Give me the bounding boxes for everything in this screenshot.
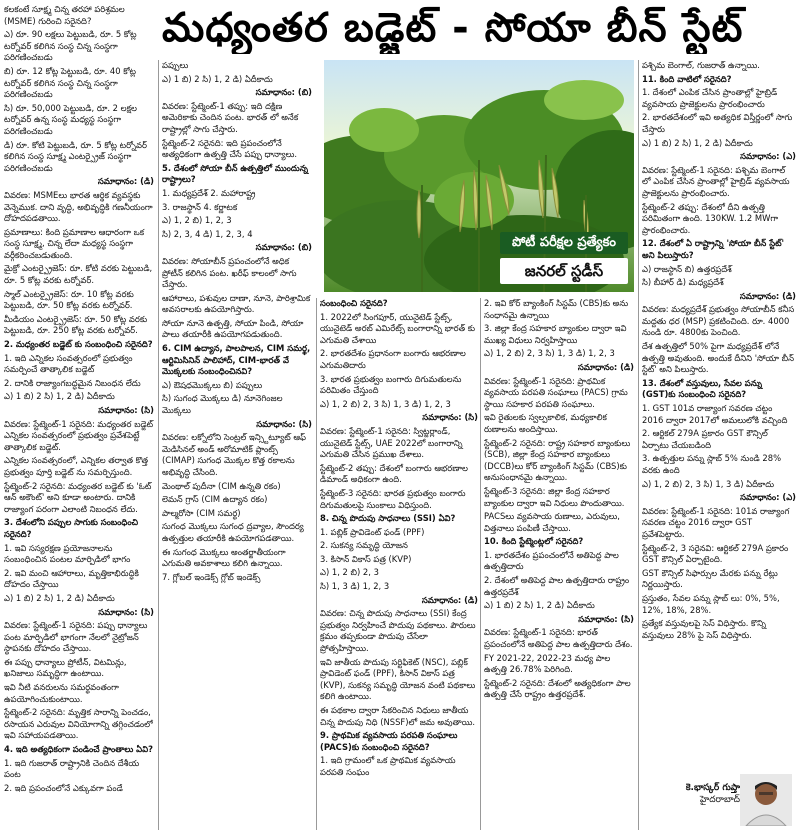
- paragraph: వివరణ: స్టేట్మెంట్-1 సరైనది: పశ్చిమ బెంగాల్ లో ఎంపిక చేసిన ప్రాంతాల్లో హైబ్రిడ్ వ్యవసాయ ప్రాజెక్టులను ప్రారంభించారు.: [642, 164, 790, 198]
- paragraph: ఎ) రూ. 90 లక్షలు పెట్టుబడి, రూ. 5 కోట్ల టర్నోవర్ కలిగిన సంస్థ చిన్న సంస్థగా పరిగణించబడు: [4, 29, 137, 63]
- paragraph: 1. GST 101వ రాజ్యాంగ సవరణ చట్టం 2016 ద్వారా 2017లో అమలులోకి వచ్చింది: [642, 403, 788, 425]
- paragraph: 2. సుకన్య సమృద్ధి యోజన: [320, 540, 408, 551]
- paragraph: స్టేట్మెంట్-2, 3 సరైనవి: ఆర్టికల్ 279A ప్రకారం GST కౌన్సిల్ ఏర్పాటైంది.: [642, 542, 789, 565]
- paragraph: వివరణ: స్టేట్మెంట్-1 సరైనది: 101వ రాజ్యాంగ సవరణ చట్టం 2016 ద్వారా GST ప్రవేశపెట్టారు.: [642, 505, 790, 539]
- paragraph: వివరణ: సోయాబీన్ ప్రపంచంలోనే అధిక ప్రోటీన్ కలిగిన పంట. ఖరీఫ్ కాలంలో సాగు చేస్తారు.: [162, 255, 297, 290]
- question-heading: 2. మధ్యంతర బడ్జెట్ కు సంబంధించి సరైనది?: [4, 339, 153, 350]
- paragraph: GST కౌన్సిల్ సిఫార్సుల మేరకు పన్ను రేట్లు నిర్ణయిస్తారు.: [642, 567, 778, 590]
- paragraph: వివరణ: MSMEలు భారత ఆర్థిక వ్యవస్థకు వెన్నెముక. దాని వృద్ధి, అభివృద్ధికి గణనీయంగా దోహదపడతాయి.: [4, 189, 153, 224]
- paragraph: ఎ) 1, 2 బి) 1, 2, 3: [162, 215, 232, 226]
- paragraph: ఎ) ఔషధమొక్కలు బి) పప్పులు: [162, 379, 263, 390]
- answer-line: సమాధానం: (బి): [255, 242, 312, 253]
- special-tag: పోటీ పరీక్షల ప్రత్యేకం: [500, 232, 628, 254]
- answer-line: సమాధానం: (డి): [739, 290, 796, 301]
- paragraph: బి) రూ. 12 కోట్ల పెట్టుబడి, రూ. 40 కోట్ల టర్నోవర్ కలిగిన సంస్థ చిన్న సంస్థగా పరిగణించబడు: [4, 65, 136, 100]
- paragraph: మైక్రో ఎంటర్ప్రైజెస్: రూ. కోటి వరకు పెట్టుబడి, రూ. 5 కోట్ల వరకు టర్నోవర్.: [4, 263, 153, 286]
- answer-line: సమాధానం: (సి): [98, 606, 154, 617]
- paragraph: మీడియం ఎంటర్ప్రైజెస్: రూ. 50 కోట్ల వరకు పెట్టుబడి, రూ. 250 కోట్ల వరకు టర్నోవర్.: [4, 313, 148, 336]
- paragraph: ఎన్నికల సంవత్సరంలో, ఎన్నికల తర్వాత కొత్త ప్రభుత్వం పూర్తి బడ్జెట్ ను సమర్పిస్తుంది.: [4, 455, 149, 477]
- paragraph: పాల్మరోసా (CIM సమర్థ): [162, 507, 241, 518]
- author-byline: [660, 782, 740, 806]
- paragraph: ఎ) 1 బి) 2 సి) 1, 2 డి) ఏదీకాదు: [4, 592, 115, 603]
- paragraph: ఎ) 1 బి) 2 సి) 1, 2 డి) ఏదీకాదు: [4, 391, 115, 402]
- paragraph: ఇవి జాతీయ పొదుపు సర్టిఫికెట్ (NSC), పబ్లిక్ ప్రావిడెంట్ ఫండ్ (PPF), కిసాన్ వికాస్ పత్ర (KVP), సుకన్య సమృద్ధి యోజన వంటి పథకాలు కలిగి ఉంటాయి.: [320, 656, 476, 702]
- paragraph: ఎ) 1, 2 బి) 2, 3: [320, 567, 379, 578]
- paragraph: లెమన్ గ్రాస్ (CIM ఉద్యాన రకం): [162, 494, 268, 505]
- column-divider: [638, 60, 639, 830]
- question-heading: 13. దేశంలో వస్తువులు, సేవల పన్ను (GST)కు సంబంధించి సరైనది?: [642, 377, 763, 400]
- paragraph: సి) 1, 3 డి) 1, 2, 3: [320, 581, 390, 592]
- paragraph: ఎ) 1 బి) 2 సి) 1, 2 డి) ఏదీకాదు: [162, 73, 273, 84]
- paragraph: ఈ పప్పు ధాన్యాలు ప్రోటీన్, విటమిన్లు, ఖనిజాలు సమృద్ధిగా ఉంటాయి.: [4, 656, 127, 679]
- paragraph: ఇవి నీటి వనరులను సమర్థవంతంగా ఉపయోగించుకుంటాయి.: [4, 682, 119, 704]
- paragraph: స్టేట్మెంట్-2 సరైనది: ఇది ప్రపంచంలోనే అత్యధికంగా ఉత్పత్తి చేసే పప్పు ధాన్యాలు.: [162, 137, 298, 160]
- question-heading: 12. దేశంలో ఏ రాష్ట్రాన్ని 'సోయా బీన్ స్టేట్' అని పిలుస్తారు?: [642, 238, 785, 260]
- paragraph: ఇవి రైతులకు స్వల్పకాలిక, మధ్యకాలిక రుణాలను అందిస్తాయి.: [484, 412, 607, 434]
- paragraph: సుగంధ మొక్కలు సుగంధ ద్రవ్యాల, సౌందర్య ఉత్పత్తుల తయారీకి ఉపయోగపడతాయి.: [162, 521, 304, 543]
- paragraph: ప్రత్యేక వస్తువులపై సెస్ విధిస్తారు. కొన్ని వస్తువులు 28% పై సెస్ విధిస్తారు.: [642, 618, 767, 640]
- paragraph: 2. భారతదేశంలో ఇవి అత్యధిక విస్తీర్ణంలో సాగు చేస్తారు: [642, 112, 793, 134]
- paragraph: వివరణ: స్టేట్మెంట్-1 సరైనది: ప్రాథమిక వ్యవసాయ పరపతి సంఘాలు (PACS) గ్రామ స్థాయి సహకార పరపతి సంఘాలు.: [484, 375, 628, 409]
- subject-tag: జనరల్ స్టడీస్: [500, 258, 628, 284]
- article-column-2: [162, 60, 312, 830]
- paragraph: ఈ సుగంధ మొక్కలు అంతర్జాతీయంగా ఎగుమతి అవకాశాలు కలిగి ఉన్నాయి.: [162, 546, 286, 569]
- paragraph: 1. ఇది ఎన్నికల సంవత్సరంలో ప్రభుత్వం సమర్పించే తాత్కాలిక బడ్జెట్: [4, 352, 133, 375]
- paragraph: 3. భారత ప్రభుత్వం బంగారు దిగుమతులను పరిమితం చేస్తుంది: [320, 373, 462, 396]
- paragraph: వివరణ: లక్నోలోని సెంట్రల్ ఇన్స్టిట్యూట్ ఆఫ్ మెడిసినల్ అండ్ అరోమాటిక్ ప్లాంట్స్ (CIMAP) సుగంధ మొక్కల కొత్త రకాలను అభివృద్ధి చేసింది.: [162, 432, 306, 477]
- paragraph: వివరణ: స్టేట్మెంట్-1 సరైనది: మధ్యంతర బడ్జెట్ ఎన్నికల సంవత్సరంలో ప్రభుత్వం ప్రవేశపెట్టే తాత్కాలిక బడ్జెట్.: [4, 418, 154, 452]
- paragraph: స్టేట్మెంట్-2 సరైనది: రాష్ట్ర సహకార బ్యాంకులు (SCB), జిల్లా కేంద్ర సహకార బ్యాంకులు (DCCB)లు కోర్ బ్యాంకింగ్ సిస్టమ్ (CBS)కు అనుసంధానమై ఉన్నాయి.: [484, 437, 631, 483]
- question-heading: 6. CIM ఉద్యాన, పాలపాలన, CIM సమర్థ, ఆర్టిమిసినిన్ పాలిహాద్, CIM-భారత్ వే మొక్కలకు సంబంధించినవి?: [162, 343, 311, 377]
- answer-line: సమాధానం: (బి): [255, 87, 312, 98]
- paragraph: స్టేట్మెంట్-2 తప్పు: దేశంలో బంగారు ఆభరణాల డిమాండ్ అధికంగా ఉంది.: [320, 462, 468, 485]
- paragraph: 2. ఇవి కోర్ బ్యాంకింగ్ సిస్టమ్ (CBS)కు అను సంధానమై ఉన్నాయి: [484, 298, 629, 320]
- paragraph: స్టేట్మెంట్-2 సరైనది: దేశంలో అత్యధికంగా పాల ఉత్పత్తి చేసే రాష్ట్రం ఉత్తరప్రదేశ్.: [484, 677, 631, 700]
- answer-line: సమాధానం: (ఎ): [740, 151, 796, 162]
- answer-line: సమాధానం: (సి): [98, 405, 154, 415]
- paragraph: సి) సుగంధ మొక్కలు డి) నూనెగింజల మొక్కలు: [162, 393, 283, 416]
- paragraph: ఎ) 1 బి) 2 సి) 1, 2 డి) ఏదీకాదు: [484, 600, 595, 611]
- paragraph: సోయా నూనె ఉత్పత్తి, సోయా పిండి, సోయా పాలు తయారీకి ఉపయోగపడుతుంది.: [162, 317, 304, 340]
- headline: మధ్యంతర బడ్జెట్ - సోయా బీన్ స్టేట్: [162, 5, 744, 51]
- paragraph: వివరణ: చిన్న పొదుపు సాధనాలు (SSI) కేంద్ర ప్రభుత్వం నిర్వహించే పొదుపు పథకాలు. పౌరులు క్రమం తప్పకుండా పొదుపు చేసేలా ప్రోత్సహిస్తాయి.: [320, 608, 476, 654]
- article-column-5: [642, 60, 796, 770]
- article-column-4: [484, 298, 634, 830]
- paragraph: 2. ఇవి మంచి ఆహారాలు, మృత్తికాభిరుద్ధికి దోహదం చేస్తాయి: [4, 567, 139, 590]
- paragraph: సి) బీహార్ డి) మధ్యప్రదేశ్: [642, 277, 724, 288]
- paragraph: సి) రూ. 50,000 పెట్టుబడి, రూ. 2 లక్షల టర్నోవర్ ఉన్న సంస్థ మధ్యస్థ సంస్థగా పరిగణించబడు: [4, 102, 137, 136]
- paragraph: స్టేట్మెంట్-3 సరైనది: జిల్లా కేంద్ర సహకార బ్యాంకుల ద్వారా ఇవి నిధులు పొందుతాయి.: [484, 485, 625, 508]
- answer-line: సమాధానం: (డి): [97, 176, 154, 187]
- question-heading: 11. కింది వాటిలో సరైనది?: [642, 73, 732, 84]
- question-heading: 9. ప్రాథమిక వ్యవసాయ పరపతి సంఘాలు (PACS)కు సంబంధించి సరైనది?: [320, 730, 458, 752]
- paragraph: దేశ ఉత్పత్తిలో 50% పైగా మధ్యప్రదేశ్ లోనే ఉత్పత్తి అవుతుంది. అందుకే దీనిని 'సోయా బీన్ స్టేట్' అని పిలుస్తారు.: [642, 341, 794, 375]
- paragraph: 7. గ్లోబల్ ఇండెక్స్ గ్లోబ్ ఇండెక్స్: [162, 571, 261, 582]
- paragraph: 1. భారతదేశం ప్రపంచంలోనే అతిపెద్ద పాల ఉత్పత్తిదారు: [484, 549, 619, 572]
- paragraph: 1. ఇది గుజరాత్ రాష్ట్రానికి చెందిన దేశీయ పంట: [4, 757, 140, 780]
- paragraph: 1. ఇది గ్రామంలో ఒక ప్రాథమిక వ్యవసాయ పరపతి సంఘం: [320, 755, 456, 777]
- paragraph: 1. పబ్లిక్ ప్రావిడెంట్ ఫండ్ (PPF): [320, 526, 425, 537]
- paragraph: వివరణ: స్టేట్మెంట్-1 సరైనది: స్విట్జర్లాండ్, యునైటెడ్ స్టేట్స్, UAE 2022లో బంగారాన్ని ఎగుమతి చేసిన ప్రముఖ దేశాలు.: [320, 425, 463, 460]
- answer-line: సమాధానం: (సి): [578, 613, 634, 624]
- paragraph: స్టేట్మెంట్-3 సరైనది: భారత ప్రభుత్వం బంగారు దిగుమతులపై సుంకాలు విధిస్తుంది.: [320, 487, 466, 510]
- author-city: హైదరాబాద్: [699, 795, 740, 805]
- paragraph: స్టేట్మెంట్-2 సరైనది: మధ్యంతర బడ్జెట్ కు 'ఓట్ ఆన్ అకౌంట్' అని కూడా అంటారు. దానికి రాజ్యాంగ పరంగా ఎలాంటి నిబంధన లేదు.: [4, 480, 152, 514]
- answer-line: సమాధానం: (సి): [422, 412, 478, 423]
- paragraph: ఎ) 1 బి) 2 సి) 1, 2 డి) ఏదీకాదు: [642, 137, 753, 148]
- article-column-3: [320, 298, 478, 830]
- question-heading: 4. ఇది అత్యధికంగా పండించే ప్రాంతాలు ఏవి?: [4, 744, 153, 755]
- answer-line: సమాధానం: (ఎ): [740, 492, 796, 503]
- paragraph: స్టేట్మెంట్-2 తప్పు: దేశంలో దీని ఉత్పత్తి పరిమితంగా ఉంది. 130KW. 1.2 MWగా ప్రారంభించారు.: [642, 201, 779, 235]
- paragraph: 3. కిసాన్ వికాస్ పత్ర (KVP): [320, 553, 412, 564]
- paragraph: వివరణ: స్టేట్మెంట్-1 తప్పు: ఇది దక్షిణ అమెరికాకు చెందిన పంట. భారత్ లో అనేక రాష్ట్రాల్లో సాగు చేస్తారు.: [162, 100, 299, 134]
- answer-line: సమాధానం: (డి): [421, 594, 478, 605]
- paragraph: మెంథాల్ పుదీనా (CIM ఉన్నతి రకం): [162, 480, 281, 491]
- paragraph: 1. 2022లో సింగపూర్, యునైటెడ్ స్టేట్స్, యునైటెడ్ అరబ్ ఎమిరేట్స్ బంగారాన్ని భారత్ కు ఎగుమతి చేశాయి: [320, 311, 476, 345]
- question-heading: 10. కింది స్టేట్మెంట్లలో సరైనది?: [484, 536, 584, 547]
- paragraph: వివరణ: మధ్యప్రదేశ్ ప్రభుత్వం సోయాబీన్ కనీస మద్దతు ధర (MSP) ప్రకటించింది. రూ. 4000 నుండి రూ. 4800కు పెంచింది.: [642, 304, 795, 338]
- paragraph: 2. ఇది ప్రపంచంలోనే ఎక్కువగా పండే: [4, 782, 123, 793]
- paragraph: 1. మధ్యప్రదేశ్ 2. మహారాష్ట్ర: [162, 187, 256, 198]
- column-divider: [316, 298, 317, 830]
- author-name: కె.భాస్కర్ గుప్తా: [685, 783, 740, 793]
- answer-line: సమాధానం: (సి): [256, 418, 312, 429]
- paragraph: ఎ) 1, 2 బి) 2, 3 సి) 1, 3 డి) 1, 2, 3: [484, 348, 615, 359]
- answer-line: సమాధానం: (డి): [577, 361, 634, 372]
- paragraph: ఈ పథకాల ద్వారా సేకరించిన నిధులు జాతీయ చిన్న పొదుపు నిధి (NSSF)లో జమ అవుతాయి.: [320, 705, 476, 727]
- paragraph: ప్రమాణాలు: కింది ప్రమాణాల ఆధారంగా ఒక సంస్థ సూక్ష్మ, చిన్న లేదా మధ్యస్థ సంస్థగా వర్గీకరించబడుతుంది.: [4, 226, 145, 260]
- paragraph: కలకంటే సూక్ష్మ చిన్న తరహా పరిశ్రమల (MSME) గురించి సరైనది?: [4, 4, 125, 26]
- question-heading: 5. దేశంలో సోయా బీన్ ఉత్పత్తిలో ముందున్న రాష్ట్రాలు?: [162, 162, 309, 185]
- paragraph: ఎ) 1, 2 బి) 2, 3 సి) 1, 3 డి) ఏదీకాదు: [642, 478, 775, 489]
- paragraph: 2. ఆర్టికల్ 279A ప్రకారం GST కౌన్సిల్ ఏర్పాటు చేయబడింది: [642, 428, 768, 450]
- paragraph: 1. దేశంలో ఎంపిక చేసిన ప్రాంతాల్లో హైబ్రిడ్ వ్యవసాయ ప్రాజెక్టులను ప్రారంభించారు: [642, 87, 778, 109]
- paragraph: ఎ) 1, 2 బి) 2, 3 సి) 1, 3 డి) 1, 2, 3: [320, 398, 451, 409]
- paragraph: డి) రూ. కోటి పెట్టుబడి, రూ. 5 కోట్ల టర్నోవర్ కలిగిన సంస్థ సూక్ష్మ ఎంటర్ప్రైజ్ సంస్థగా పరిగణించబడు: [4, 139, 147, 173]
- question-heading: 8. చిన్న పొదుపు సాధనాలు (SSI) ఏవి?: [320, 513, 456, 524]
- column-divider: [158, 60, 159, 830]
- question-heading: 3. దేశంలోని పప్పుల సాగుకు సంబంధించి సరైనది?: [4, 517, 139, 539]
- paragraph: స్టేట్మెంట్-2 సరైనది: మృత్తిక సారాన్ని పెంచడం, రసాయన ఎరువుల వినియోగాన్ని తగ్గించడంలో ఇవి సహాయపడతాయి.: [4, 707, 153, 741]
- paragraph: సి) 2, 3, 4 డి) 1, 2, 3, 4: [162, 228, 253, 239]
- article-column-1: [4, 4, 154, 830]
- paragraph: 3. రాజస్థాన్ 4. కర్ణాటక: [162, 201, 238, 212]
- paragraph: పశ్చిమ బెంగాల్, గుజరాత్ ఉన్నాయి.: [642, 60, 760, 70]
- paragraph: 3. ఉత్పత్తుల పన్ను స్లాబ్ 5% నుండి 28% వరకు ఉంది: [642, 453, 782, 475]
- paragraph: 1. ఇవి సస్యరక్షణ ప్రయోజనాలను సంబంధించిన పంటల మార్పిడిలో భాగం: [4, 542, 131, 565]
- paragraph: ఎ) రాజస్థాన్ బి) ఉత్తరప్రదేశ్: [642, 263, 732, 274]
- paragraph: 2. దానికి రాజ్యాంగబద్ధమైన నిబంధన లేదు: [4, 377, 141, 388]
- question-heading: సంబంధించి సరైనది?: [320, 298, 388, 308]
- column-divider: [480, 298, 481, 830]
- paragraph: FY 2021-22, 2022-23 మధ్య పాల ఉత్పత్తి 26.78% పెరిగింది.: [484, 652, 611, 675]
- paragraph: స్మాల్ ఎంటర్ప్రైజెస్: రూ. 10 కోట్ల వరకు పెట్టుబడి, రూ. 50 కోట్ల వరకు టర్నోవర్.: [4, 288, 134, 311]
- paragraph: వివరణ: స్టేట్మెంట్-1 సరైనది: పప్పు ధాన్యాలు పంట మార్పిడిలో భాగంగా నేలలో నైట్రోజన్ స్థాపనకు దోహదం చేస్తాయి.: [4, 620, 148, 654]
- paragraph: 3. జిల్లా కేంద్ర సహకార బ్యాంకుల ద్వారా ఇవి ముఖ్య విధులు నిర్వహిస్తాయి: [484, 323, 627, 345]
- author-photo: [740, 774, 792, 826]
- paragraph: పప్పులు: [162, 60, 189, 70]
- paragraph: PACSలు వ్యవసాయ రుణాలు, ఎరువులు, విత్తనాలు పంపిణీ చేస్తాయి.: [484, 511, 620, 533]
- paragraph: 2. భారతదేశం ప్రధానంగా బంగారు ఆభరణాల ఎగుమతిదారు: [320, 348, 466, 370]
- paragraph: వివరణ: స్టేట్మెంట్-1 సరైనది: భారత్ ప్రపంచంలోనే అతిపెద్ద పాల ఉత్పత్తిదారు దేశం.: [484, 627, 633, 650]
- paragraph: ఆహారాలు, పశువుల దాణా, నూనె, పారిశ్రామిక అవసరాలకు ఉపయోగిస్తారు.: [162, 292, 311, 315]
- paragraph: 2. దేశంలో అతిపెద్ద పాల ఉత్పత్తిదారు రాష్ట్రం ఉత్తరప్రదేశ్: [484, 575, 630, 597]
- paragraph: ప్రస్తుతం, సేవల పన్ను స్లాబ్ లు: 0%, 5%, 12%, 18%, 28%.: [642, 592, 780, 615]
